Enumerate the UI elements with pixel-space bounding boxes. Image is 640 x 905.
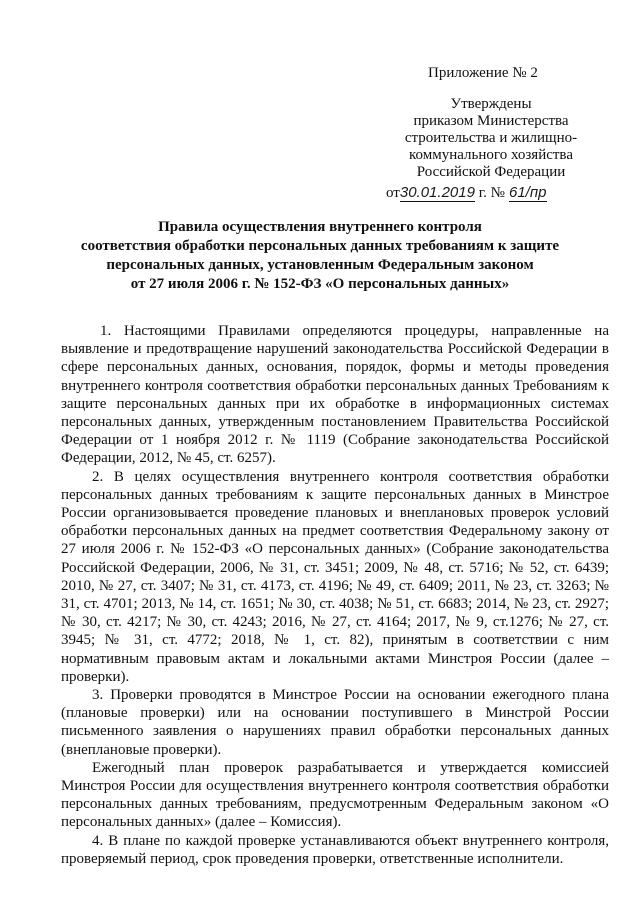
title-line: Правила осуществления внутреннего контроля xyxy=(158,219,482,235)
paragraph-plan: Ежегодный план проверок разрабатывается и утверждается комиссией Минстроя России для осуществления внутреннего контроля соответствия обработки персональных данных требованиям, предусмотренным Федеральным законом «О персональных данных» (далее – Комиссия). xyxy=(61,759,609,831)
approval-line: Российской Федерации xyxy=(416,164,566,180)
approval-line: приказом Министерства xyxy=(413,113,569,129)
title-line: персональных данных, установленным Федеральным законом xyxy=(106,257,534,273)
approval-block xyxy=(372,96,610,181)
document-title xyxy=(42,218,598,294)
approval-number-label: г. № xyxy=(478,185,505,201)
paragraph-2: 2. В целях осуществления внутреннего контроля соответствия обработки персональных данных требованиям к защите персональных данных в Минстрое России организовывается проведение плановых и внеплановых проверок условий обработки персональных данных на предмет соответствия Федеральному закону от 27 июля 2006 г. № 152-ФЗ «О персональных данных» (Собрание законодательства Российской Федерации, 2006, № 31, ст. 3451; 2009, № 48, ст. 5716; № 52, ст. 6439; 2010, № 27, ст. 3407; № 31, ст. 4173, ст. 4196; № 49, ст. 6409; 2011, № 23, ст. 3263; № 31, ст. 4701; 2013, № 14, ст. 1651; № 30, ст. 4038; № 51, ст. 6683; 2014, № 23, ст. 2927; № 30, ст. 4217; № 30, ст. 4243; 2016, № 27, ст. 4164; 2017, № 9, ст.1276; № 27, ст. 3945; № 31, ст. 4772; 2018, № 1, ст. 82), принятым в соответствии с ним нормативным правовым актам и локальными актами Минстроя России (далее – проверки). xyxy=(61,468,609,685)
approval-line: Утверждены xyxy=(450,96,532,112)
document-body xyxy=(61,322,609,868)
title-line: соответствия обработки персональных данных требованиям к защите xyxy=(80,238,560,254)
approval-number-handwritten: 61/пр xyxy=(508,184,547,201)
appendix-label: Приложение № 2 xyxy=(428,65,538,81)
approval-date-line xyxy=(386,184,547,202)
approval-date-handwritten: 30.01.2019 xyxy=(399,184,475,201)
paragraph-4: 4. В плане по каждой проверке устанавливаются объект внутреннего контроля, проверяемый период, срок проведения проверки, ответственные исполнители. xyxy=(61,832,609,867)
approval-line: строительства и жилищно- xyxy=(404,130,578,146)
paragraph-1: 1. Настоящими Правилами определяются процедуры, направленные на выявление и предотвращение нарушений законодательства Российской Федерации в сфере персональных данных, основания, порядок, формы и методы проведения внутреннего контроля соответствия обработки персональных данных Требованиям к защите персональных данных при их обработке в информационных системах персональных данных, утвержденным постановлением Правительства Российской Федерации от 1 ноября 2012 г. № 1119 (Собрание законодательства Российской Федерации, 2012, № 45, ст. 6257). xyxy=(61,323,609,467)
paragraph-3: 3. Проверки проводятся в Минстрое России на основании ежегодного плана (плановые проверки) или на основании поступившего в Минстрой России письменного заявления о нарушениях правил обработки персональных данных (внеплановые проверки). xyxy=(61,687,609,758)
title-line: от 27 июля 2006 г. № 152-ФЗ «О персональных данных» xyxy=(130,276,510,292)
approval-date-label: от xyxy=(386,185,400,201)
approval-line: коммунального хозяйства xyxy=(409,147,573,163)
